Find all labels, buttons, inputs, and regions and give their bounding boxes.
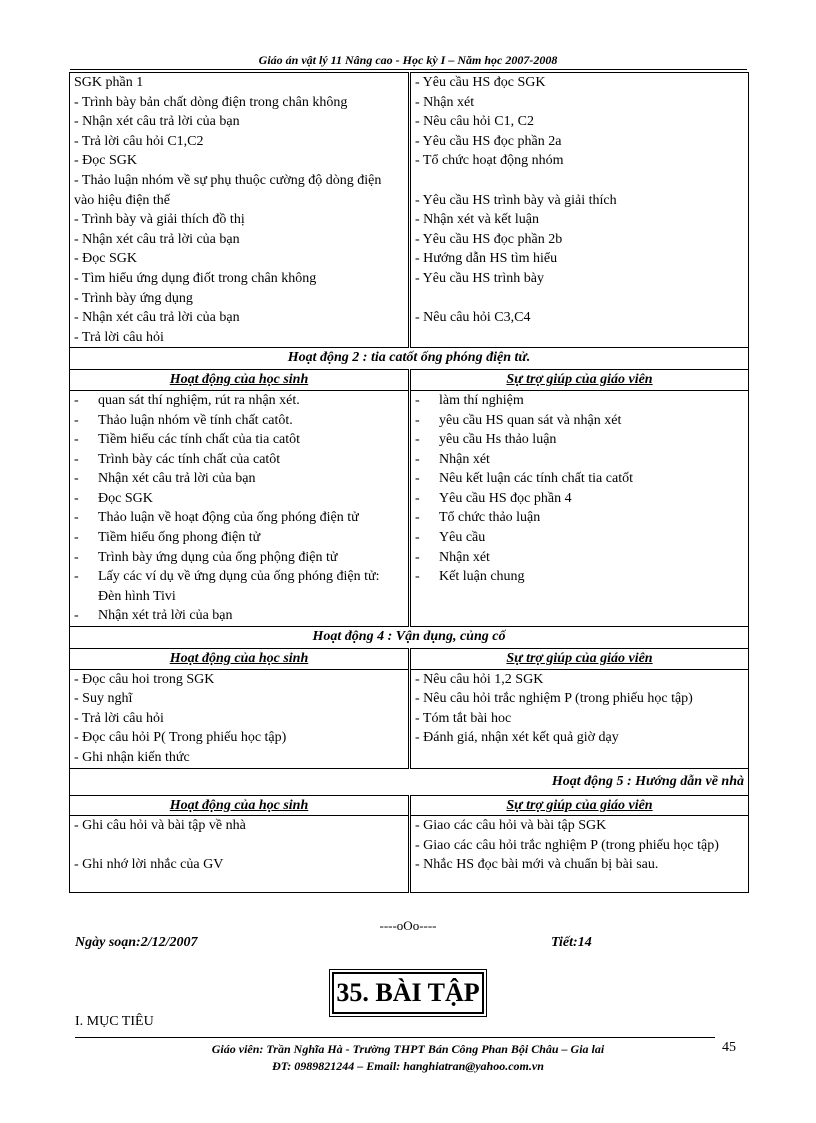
activity2-title: Hoạt động 2 : tia catốt ống phóng điện tử.	[70, 348, 749, 370]
list-item: - Nhận xét câu trả lời của bạn	[74, 231, 240, 247]
list-item: - Trình bày ứng dụng của ống phộng điện tử	[74, 549, 338, 565]
period-number: Tiết:14	[551, 935, 592, 950]
lesson-plan-table	[69, 72, 749, 893]
list-item: - Nêu kết luận các tính chất tia catốt	[415, 471, 633, 487]
list-item: - Suy nghĩ	[74, 691, 133, 707]
list-item: - quan sát thí nghiệm, rút ra nhận xét.	[74, 392, 300, 408]
list-item: - Yêu cầu HS trình bày	[415, 270, 544, 286]
list-item: - Trả lời câu hỏi C1,C2	[74, 133, 204, 149]
footer-teacher: Giáo viên: Trần Nghĩa Hà - Trường THPT Bán Công Phan Bội Châu – Gia lai	[211, 1042, 605, 1056]
activity5-student-cell	[70, 816, 410, 893]
activity2-student-cell	[70, 390, 410, 626]
page-footer	[0, 1041, 816, 1075]
list-item: - Trả lời câu hỏi	[74, 710, 164, 726]
list-item: - Ghi nhớ lời nhắc của GV	[74, 857, 224, 873]
list-item: - Tổ chức thảo luận	[415, 510, 541, 526]
list-item: - làm thí nghiệm	[415, 392, 524, 408]
list-item: - Thảo luận nhóm về tính chất catôt.	[74, 412, 293, 428]
activity2-teacher-cell	[410, 390, 749, 626]
list-item: - Trình bày bản chất dòng điện trong chân không	[74, 94, 348, 110]
list-item: - Yêu cầu HS trình bày và giải thích	[415, 192, 617, 208]
list-item: - Ghi nhận kiến thức	[74, 750, 190, 765]
activity2-student-header: Hoạt động của học sinh	[70, 370, 410, 391]
footer-rule	[75, 1037, 715, 1038]
list-item: - Trình bày ứng dụng	[74, 290, 193, 306]
list-item: - Yêu cầu HS đọc phần 2b	[415, 231, 563, 247]
list-item: - Nhận xét	[415, 451, 490, 467]
footer-contact: ĐT: 0989821244 – Email: hanghiatran@yahoo.com.vn	[272, 1059, 544, 1073]
list-item: - Nhận xét trả lời của bạn	[74, 608, 233, 624]
list-item: - Nhận xét và kết luận	[415, 212, 540, 228]
list-item: - Đọc câu hỏi P( Trong phiếu học tập)	[74, 730, 287, 746]
activity2-teacher-header: Sự trợ giúp của giáo viên	[410, 370, 749, 391]
list-item: - Yêu cầu HS đọc phần 4	[415, 490, 572, 506]
section1-student-cell	[70, 73, 410, 348]
activity5-row	[70, 816, 749, 893]
section1-teacher-cell	[410, 73, 749, 348]
list-item: - Nêu câu hỏi C1, C2	[415, 114, 534, 130]
list-item: - Trình bày và giải thích đồ thị	[74, 212, 245, 228]
list-item: - Tóm tắt bài hoc	[415, 710, 512, 726]
header-rule	[70, 69, 747, 70]
activity2-column-headers	[70, 370, 749, 391]
list-item: - Thảo luận về hoạt động của ống phóng điện tử	[74, 510, 359, 526]
list-item: - Ghi câu hỏi và bài tập về nhà	[74, 818, 246, 834]
activity5-title-row	[70, 768, 749, 795]
list-item: - Trình bày các tính chất của catôt	[74, 451, 281, 467]
list-item: - Thảo luận nhóm về sự phụ thuộc cường độ dòng điện vào hiệu điện thế	[74, 172, 382, 208]
activity4-title-row	[70, 627, 749, 649]
activity5-column-headers	[70, 795, 749, 816]
list-item: - Đọc câu hoi trong SGK	[74, 671, 215, 687]
list-item: - Kết luận chung	[415, 569, 525, 585]
list-item: - Đọc SGK	[74, 490, 153, 506]
list-item: - Nêu câu hỏi 1,2 SGK	[415, 671, 544, 687]
section1-row	[70, 73, 749, 348]
list-item: - Nêu câu hỏi C3,C4	[415, 310, 531, 326]
activity2-title-row	[70, 348, 749, 370]
activity4-student-header: Hoạt động của học sinh	[70, 649, 410, 670]
list-item: - Đánh giá, nhận xét kết quả giờ dạy	[415, 730, 619, 746]
objective-heading: I. MỤC TIÊU	[75, 1014, 154, 1029]
list-item: - Nhận xét	[415, 94, 475, 110]
list-item: - Yêu cầu HS đọc phần 2a	[415, 133, 562, 149]
list-item: - Nêu câu hỏi trắc nghiệm P (trong phiếu học tập)	[415, 691, 693, 707]
list-item: - yêu cầu HS quan sát và nhận xét	[415, 412, 622, 428]
list-item: - Nhận xét	[415, 549, 490, 565]
list-item: - Yêu cầu HS đọc SGK	[415, 75, 546, 90]
list-item: - Trả lời câu hỏi	[74, 329, 164, 345]
page-number: 45	[722, 1040, 736, 1055]
list-item: - Đọc SGK	[74, 153, 137, 169]
list-item: - Lấy các ví dụ về ứng dụng của ống phóng điện tử: Đèn hình Tivi	[74, 569, 380, 604]
activity5-title: Hoạt động 5 : Hướng dẫn về nhà	[70, 768, 749, 795]
list-item: - Hướng dẫn HS tìm hiểu	[415, 251, 558, 267]
list-item: - Nhắc HS đọc bài mới và chuẩn bị bài sau.	[415, 857, 659, 873]
activity5-teacher-header: Sự trợ giúp của giáo viên	[410, 795, 749, 816]
list-item: - Nhận xét câu trả lời của bạn	[74, 471, 256, 487]
activity4-row	[70, 669, 749, 768]
list-item: - Giao các câu hỏi trắc nghiệm P (trong phiếu học tập)	[415, 837, 719, 853]
spacer	[415, 171, 744, 191]
list-item: - Tiềm hiểu các tính chất của tia catôt	[74, 432, 301, 448]
section-separator: ----oOo----	[379, 918, 437, 933]
list-item: - Đọc SGK	[74, 251, 137, 267]
activity4-student-cell	[70, 669, 410, 768]
activity2-row	[70, 390, 749, 626]
list-item: - Yêu cầu	[415, 530, 486, 546]
page-header: Giáo án vật lý 11 Nâng cao - Học kỳ I – Năm học 2007-2008	[258, 53, 558, 67]
activity4-teacher-cell	[410, 669, 749, 768]
activity4-title: Hoạt động 4 : Vận dụng, củng cố	[70, 627, 749, 649]
activity5-teacher-cell	[410, 816, 749, 893]
lesson-title: 35. BÀI TẬP	[332, 972, 484, 1014]
list-item: - Nhận xét câu trả lời của bạn	[74, 114, 240, 130]
activity4-teacher-header: Sự trợ giúp của giáo viên	[410, 649, 749, 670]
spacer	[415, 289, 744, 309]
list-item: - Nhận xét câu trả lời của bạn	[74, 310, 240, 326]
list-item: - Giao các câu hỏi và bài tập SGK	[415, 818, 607, 834]
activity4-column-headers	[70, 649, 749, 670]
list-item: SGK phần 1	[74, 75, 144, 90]
list-item: - yêu cầu Hs thảo luận	[415, 432, 557, 448]
preparation-date: Ngày soạn:2/12/2007	[75, 935, 198, 950]
spacer	[74, 836, 404, 856]
list-item: - Tiềm hiểu ống phong điện tử	[74, 530, 261, 546]
list-item: - Tổ chức hoạt động nhóm	[415, 153, 564, 169]
list-item: - Tìm hiểu ứng dụng điốt trong chân không	[74, 270, 317, 286]
activity5-student-header: Hoạt động của học sinh	[70, 795, 410, 816]
